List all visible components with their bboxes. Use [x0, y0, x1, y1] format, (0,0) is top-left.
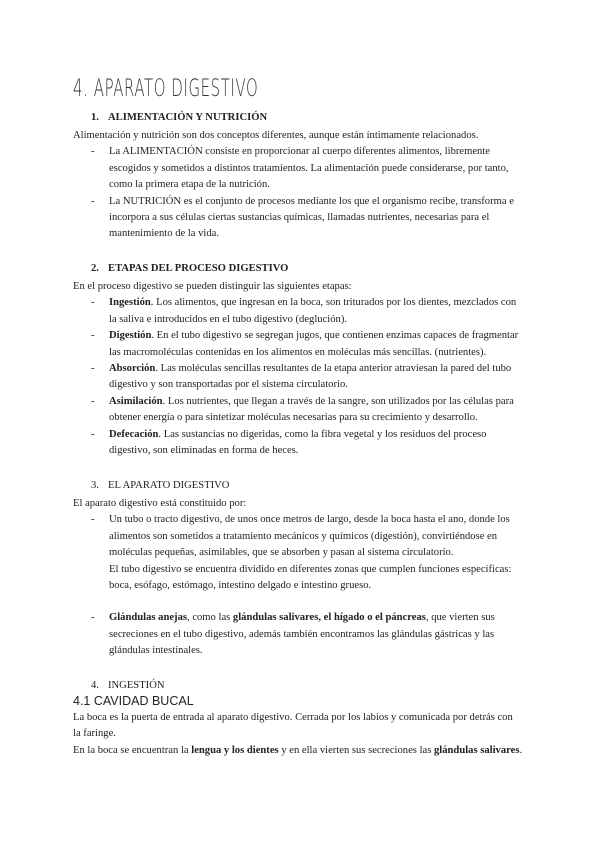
section-3-heading	[91, 480, 229, 491]
list-item	[73, 394, 523, 427]
section-3-intro: El aparato digestivo está constituido por:	[73, 498, 247, 509]
section-3-body	[73, 496, 523, 660]
section-1-heading	[91, 112, 267, 123]
list-item: - Un tubo o tracto digestivo, de unos once metros de largo, desde la boca hasta el ano, donde los alimentos son sometidos a tratamiento mecánicos y químicos (digestión), convirtiéndose en moléculas pequeñas, asimilables, que se absorben y pasan al sistema circulatorio.	[73, 512, 523, 561]
item-text: . Los alimentos, que ingresan en la boca, son triturados por los dientes, mezclados con la saliva e introducidos en el tubo digestivo (deglución).	[109, 297, 517, 325]
section-3-title: EL APARATO DIGESTIVO	[108, 480, 230, 491]
subsection-heading: 4.1 CAVIDAD BUCAL	[73, 694, 194, 708]
term: glándulas salivares, el hígado o el páncreas	[232, 612, 426, 624]
section-1-intro: Alimentación y nutrición son dos conceptos diferentes, aunque están íntimamente relacionados.	[73, 130, 479, 141]
item-text: , como las	[187, 612, 233, 624]
list-item-continuation: El tubo digestivo se encuentra dividido en diferentes zonas que cumplen funciones específicas: boca, esófago, estómago, intestino delgado e intestino grueso.	[109, 563, 512, 592]
item-text: . Las moléculas sencillas resultantes de la etapa anterior atraviesan la pared del tubo digestivo y son transportadas por el sistema circulatorio.	[109, 363, 512, 391]
term: Glándulas anejas	[109, 612, 188, 624]
section-2-title: ETAPAS DEL PROCESO DIGESTIVO	[108, 263, 289, 274]
item-text: . En el tubo digestivo se segregan jugos, que contienen enzimas capaces de fragmentar las macromoléculas contenidas en los alimentos en moléculas más sencillas. (nutrientes).	[109, 330, 519, 358]
list-item: - La ALIMENTACIÓN consiste en proporcionar al cuerpo diferentes alimentos, libremente escogidos y sometidos a distintos tratamientos. La alimentación puede considerarse, por tanto, como la primera etapa de la nutrición.	[73, 144, 523, 193]
section-2-body	[73, 279, 523, 459]
list-item	[73, 295, 523, 328]
section-4-body	[73, 710, 523, 759]
list-item	[73, 610, 523, 659]
item-text: , que vierten sus secreciones en el tubo digestivo, además también encontramos las glándulas gástricas y las glándulas intestinales.	[109, 612, 495, 657]
list-item	[73, 328, 523, 361]
term: lengua y los dientes	[191, 744, 279, 756]
text: y en ella vierten sus secreciones las	[278, 744, 434, 756]
section-2-number: 2.	[91, 263, 99, 274]
text: .	[519, 744, 523, 756]
term: Digestión	[109, 330, 152, 342]
term: glándulas salivares	[434, 744, 520, 756]
section-2-intro: En el proceso digestivo se pueden distinguir las siguientes etapas:	[73, 281, 352, 292]
section-4-title: INGESTIÓN	[108, 680, 165, 691]
term: Defecación	[109, 428, 159, 440]
list-item: - La NUTRICIÓN es el conjunto de procesos mediante los que el organismo recibe, transforma e incorpora a sus células ciertas sustancias químicas, llamadas nutrientes, necesarias para el mantenimiento de la vida.	[73, 194, 523, 243]
list-item	[73, 427, 523, 460]
page-title: 4. APARATO DIGESTIVO	[73, 74, 259, 102]
spacer	[73, 594, 523, 610]
item-text: . Los nutrientes, que llegan a través de la sangre, son utilizados por las células para obtener energía o para sintetizar moléculas necesarias para su crecimiento y desarrollo.	[109, 395, 514, 424]
text: En la boca se encuentran la	[73, 744, 192, 756]
section-1-title: ALIMENTACIÓN Y NUTRICIÓN	[108, 112, 268, 123]
item-text: . Las sustancias no digeridas, como la fibra vegetal y los residuos del proceso digestivo, son eliminadas en forma de heces.	[109, 428, 487, 457]
section-1-number: 1.	[91, 112, 99, 123]
paragraph: La boca es la puerta de entrada al aparato digestivo. Cerrada por los labios y comunicada por detrás con la faringe.	[73, 712, 513, 740]
section-4-heading	[91, 680, 165, 691]
section-4-number: 4.	[91, 680, 99, 691]
paragraph	[73, 743, 523, 759]
list-item	[73, 361, 523, 394]
section-3-number: 3.	[91, 480, 99, 491]
term: Ingestión	[109, 297, 151, 309]
section-2-heading	[91, 263, 288, 274]
term: Absorción	[109, 363, 156, 375]
section-1-body	[73, 128, 523, 243]
term: Asimilación	[109, 395, 163, 407]
